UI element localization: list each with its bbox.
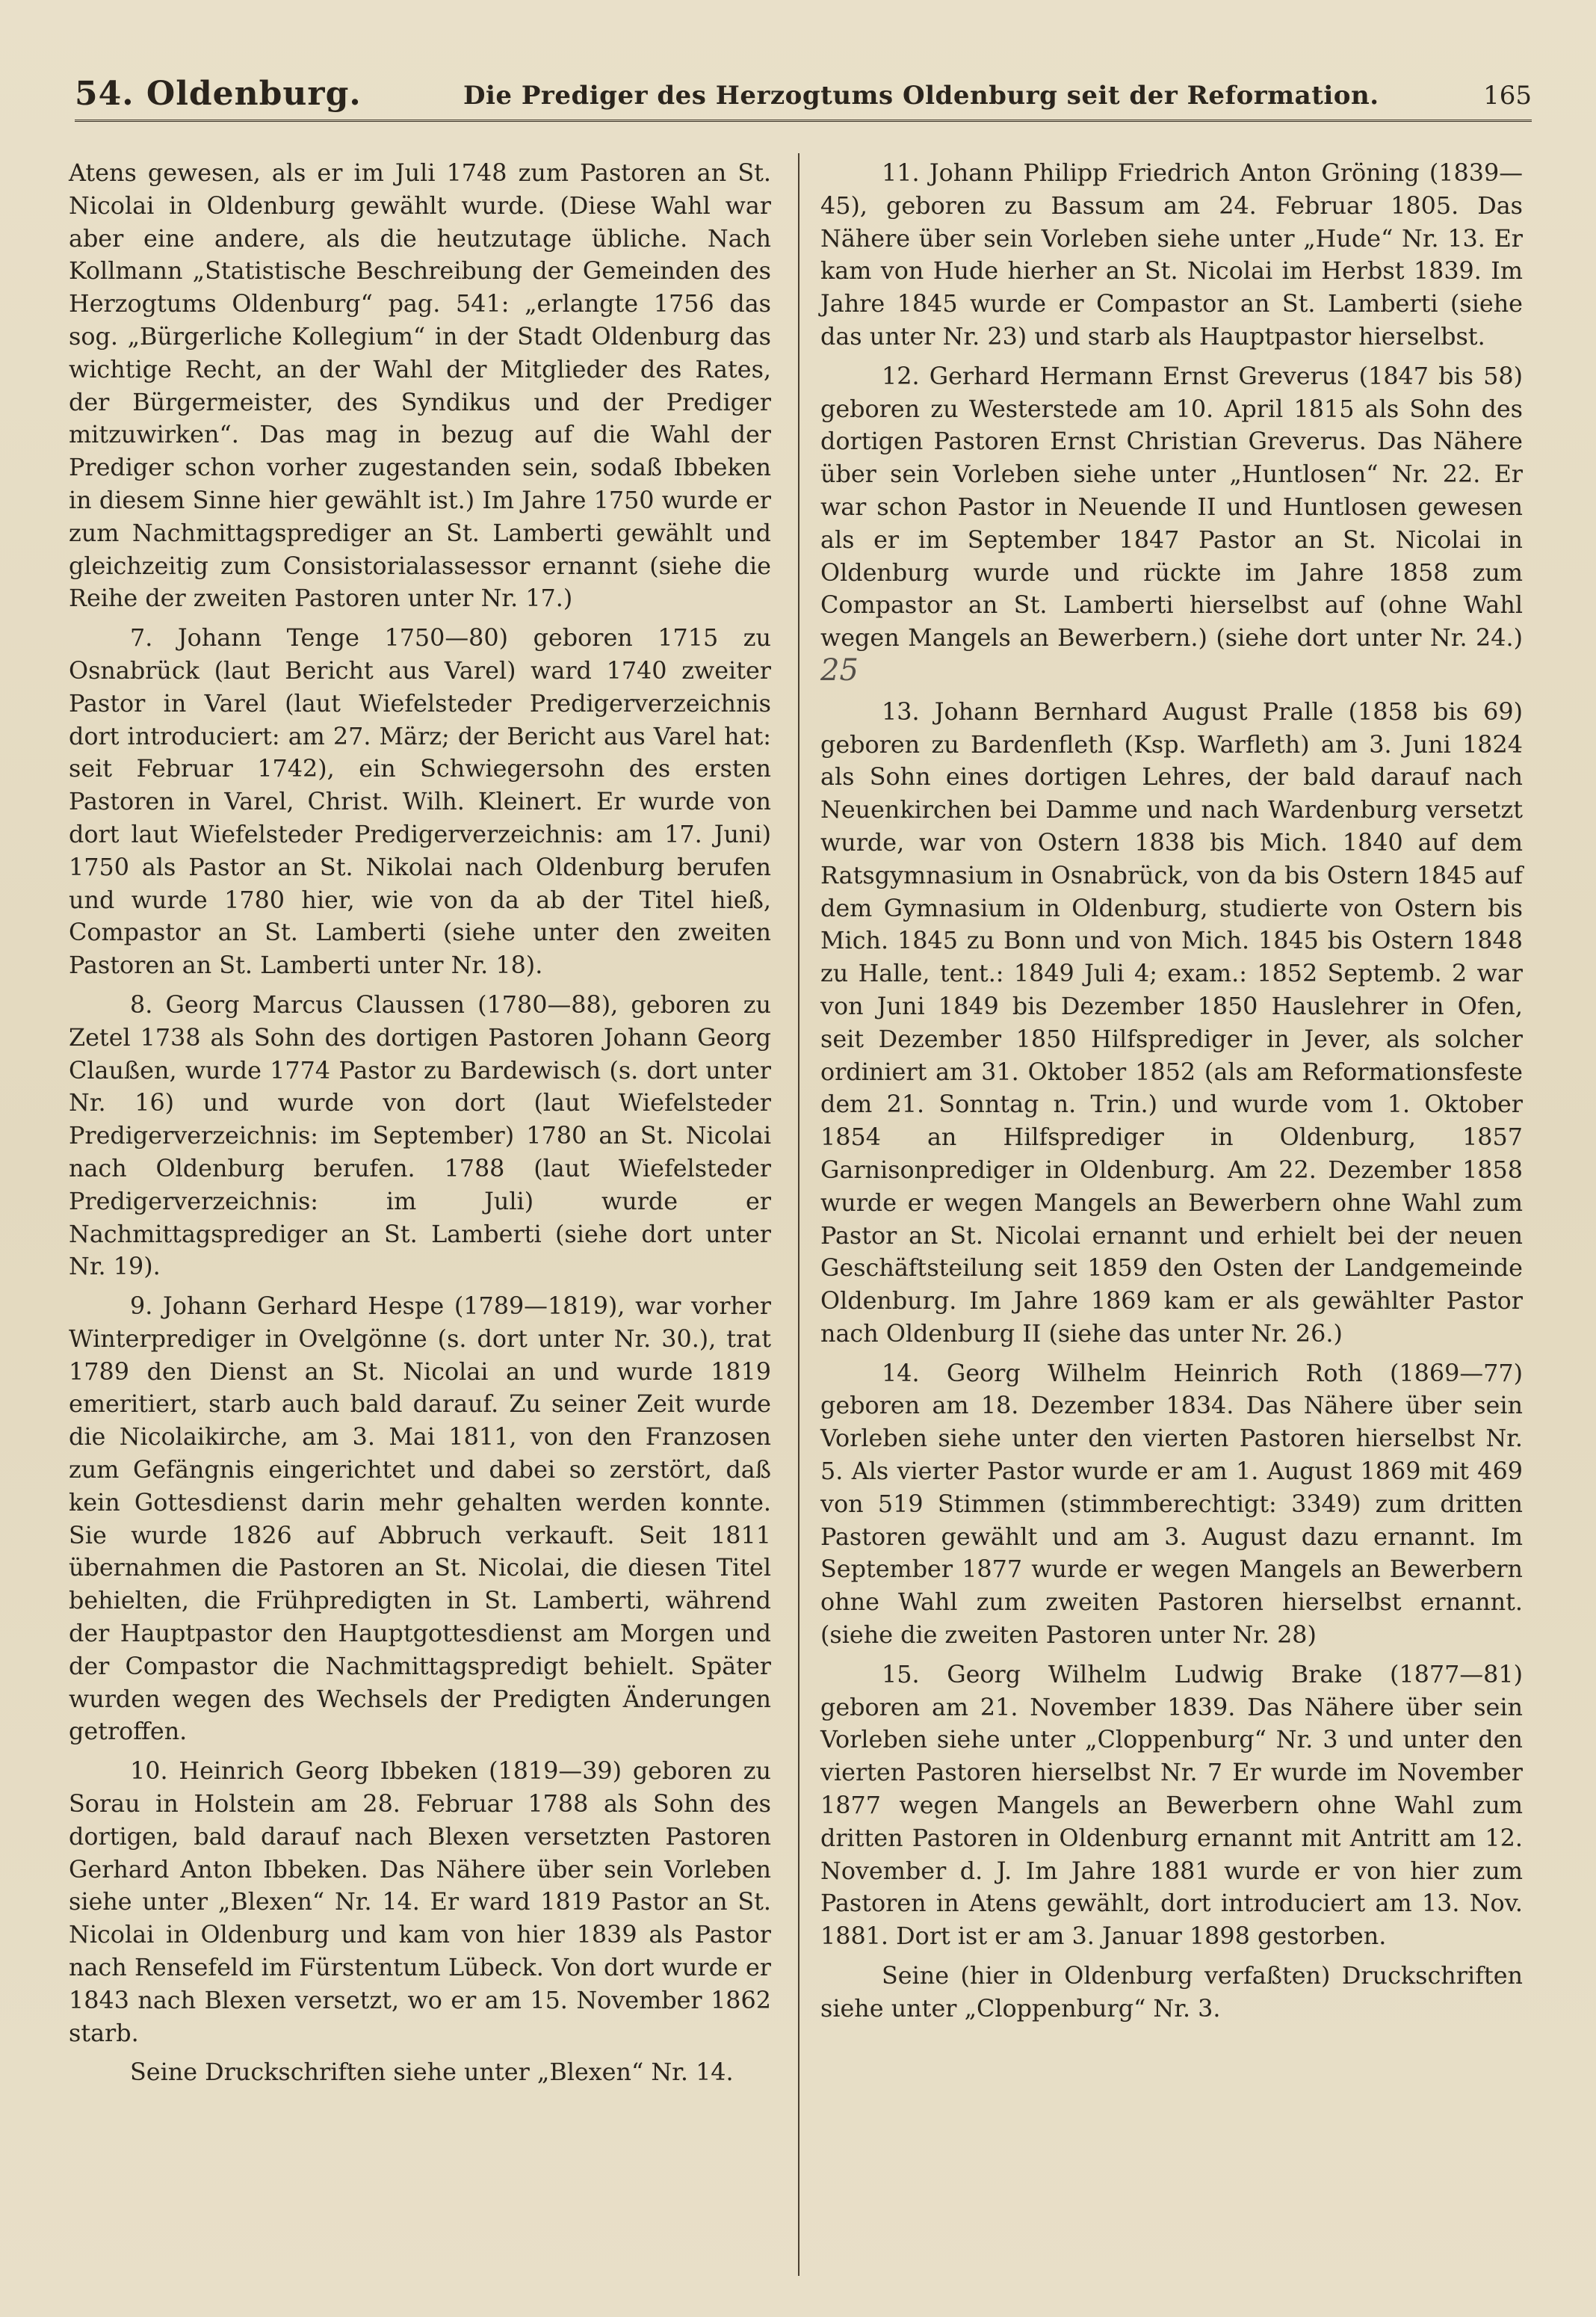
entry-11-groening: 11. Johann Philipp Friedrich Anton Gröning (1839—45), geboren zu Bassum am 24. Februar 1805. Das Nähere über sein Vorleben siehe unter „Hude“ Nr. 13. Er kam von Hude hierher an St. Nicolai im Herbst 1839. Im Jahre 1845 wurde er Compastor an St. Lamberti (siehe das unter Nr. 23) und starb als Hauptpastor hierselbst. [820,159,1523,351]
entry-13-pralle: 13. Johann Bernhard August Pralle (1858 bis 69) geboren zu Bardenfleth (Ksp. Warfleth) am 3. Juni 1824 als Sohn eines dortigen Lehres, der bald darauf nach Neuenkirchen bei Damme und nach Wardenburg versetzt wurde, war von Ostern 1838 bis Mich. 1840 auf dem Ratsgymnasium in Osnabrück, von da bis Ostern 1845 auf dem Gymnasium in Oldenburg, studierte von Ostern bis Mich. 1845 zu Bonn und von Mich. 1845 bis Ostern 1848 zu Halle, tent.: 1849 Juli 4; exam.: 1852 Septemb. 2 war von Juni 1849 bis Dezember 1850 Hauslehrer in Ofen, seit Dezember 1850 Hilfsprediger in Jever, als solcher ordiniert am 31. Oktober 1852 (als am Reformationsfeste dem 21. Sonntag n. Trin.) und wurde vom 1. Oktober 1854 an Hilfsprediger in Oldenburg, 1857 Garnisonprediger in Oldenburg. Am 22. Dezember 1858 wurde er wegen Mangels an Bewerbern ohne Wahl zum Pastor an St. Nicolai ernannt und erhielt bei der neuen Geschäftsteilung seit 1859 den Osten der Landgemeinde Oldenburg. Im Jahre 1869 kam er als gewählter Pastor nach Oldenburg II (siehe das unter Nr. 26.) [820,697,1523,1348]
entry-8-claussen: 8. Georg Marcus Claussen (1780—88), geboren zu Zetel 1738 als Sohn des dortigen Pastoren Johann Georg Claußen, wurde 1774 Pastor zu Bardewisch (s. dort unter Nr. 16) und wurde von dort (laut Wiefelsteder Predigerverzeichnis: im September) 1780 an St. Nicolai nach Oldenburg berufen. 1788 (laut Wiefelsteder Predigerverzeichnis: im Juli) wurde er Nachmittagsprediger an St. Lamberti (siehe dort unter Nr. 19). [69,990,771,1281]
ibbeken-publications: Seine Druckschriften siehe unter „Blexen“ Nr. 14. [130,2058,734,2087]
entry-12-greverus [820,360,1523,689]
entry-9-hespe: 9. Johann Gerhard Hespe (1789—1819), war vorher Winterprediger in Ovelgönne (s. dort unter Nr. 30.), trat 1789 den Dienst an St. Nicolai an und wurde 1819 emeritiert, starb auch bald darauf. Zu seiner Zeit wurde die Nicolaikirche, am 3. Mai 1811, von den Franzosen zum Gefängnis eingerichtet und dabei so zerstört, daß kein Gottesdienst darin mehr gehalten werden konnte. Sie wurde 1826 auf Abbruch verkauft. Seit 1811 übernahmen die Pastoren an St. Nicolai, die diesen Titel behielten, die Frühpredigten in St. Lamberti, während der Hauptpastor den Hauptgottesdienst am Morgen und der Compastor die Nachmittagspredigt behielt. Später wurden wegen des Wechsels der Predigten Änderungen getroffen. [69,1292,771,1746]
entry-7-tenge: 7. Johann Tenge 1750—80) geboren 1715 zu Osnabrück (laut Bericht aus Varel) ward 1740 zweiter Pastor in Varel (laut Wiefelsteder Predigerverzeichnis dort introduciert: am 27. März; der Bericht aus Varel hat: seit Februar 1742), ein Schwiegersohn des ersten Pastoren in Varel, Christ. Wilh. Kleinert. Er wurde von dort laut Wiefelsteder Predigerverzeichnis: am 17. Juni) 1750 als Pastor an St. Nikolai nach Oldenburg berufen und wurde 1780 hier, wie von da ab der Titel hieß, Compastor an St. Lamberti (siehe unter den zweiten Pastoren an St. Lamberti unter Nr. 18). [69,624,771,980]
column-divider [798,153,799,2276]
handwritten-annotation: 25 [820,652,859,688]
entry-14-roth: 14. Georg Wilhelm Heinrich Roth (1869—77) geboren am 18. Dezember 1834. Das Nähere über sein Vorleben siehe unter den vierten Pastoren hierselbst Nr. 5. Als vierter Pastor wurde er am 1. August 1869 mit 469 von 519 Stimmen (stimmberechtigt: 3349) zum dritten Pastoren gewählt und am 3. August dazu ernannt. Im September 1877 wurde er wegen Mangels an Bewerbern ohne Wahl zum zweiten Pastoren hierselbst ernannt. (siehe die zweiten Pastoren unter Nr. 28) [820,1359,1523,1650]
entry-15-brake: 15. Georg Wilhelm Ludwig Brake (1877—81) geboren am 21. November 1839. Das Nähere über sein Vorleben siehe unter „Cloppenburg“ Nr. 3 und unter den vierten Pastoren hierselbst Nr. 7 Er wurde im November 1877 wegen Mangels an Bewerbern ohne Wahl zum dritten Pastoren in Oldenburg ernannt mit Antritt am 12. November d. J. Im Jahre 1881 wurde er von hier zum Pastoren in Atens gewählt, dort introduciert am 13. Nov. 1881. Dort ist er am 3. Januar 1898 gestorben. [820,1660,1523,1951]
running-head-title: Die Prediger des Herzogtums Oldenburg seit der Reformation. [463,81,1379,111]
brake-publications: Seine (hier in Oldenburg verfaßten) Druckschriften siehe unter „Cloppenburg“ Nr. 3. [820,1962,1523,2023]
right-column [820,157,1523,2032]
left-column [69,157,771,2096]
running-head-left: 54. Oldenburg. [75,75,362,113]
entry-10-ibbeken: 10. Heinrich Georg Ibbeken (1819—39) geboren zu Sorau in Holstein am 28. Februar 1788 als Sohn des dortigen, bald darauf nach Blexen versetzten Pastoren Gerhard Anton Ibbeken. Das Nähere über sein Vorleben siehe unter „Blexen“ Nr. 14. Er ward 1819 Pastor an St. Nicolai in Oldenburg und kam von hier 1839 als Pastor nach Rensefeld im Fürstentum Lübeck. Von dort wurde er 1843 nach Blexen versetzt, wo er am 15. November 1862 starb. [69,1757,771,2047]
page-number: 165 [1483,81,1532,111]
paragraph-continuation: Atens gewesen, als er im Juli 1748 zum Pastoren an St. Nicolai in Oldenburg gewählt wurde. (Diese Wahl war aber eine andere, als die heutzutage übliche. Nach Kollmann „Statistische Beschreibung der Gemeinden des Herzogtums Oldenburg“ pag. 541: „erlangte 1756 das sog. „Bürgerliche Kollegium“ in der Stadt Oldenburg das wichtige Recht, an der Wahl der Mitglieder des Rates, der Bürgermeister, des Syndikus und der Prediger mitzuwirken“. Das mag in bezug auf die Wahl der Prediger schon vorher zugestanden sein, sodaß Ibbeken in diesem Sinne hier gewählt ist.) Im Jahre 1750 wurde er zum Nachmittagsprediger an St. Lamberti gewählt und gleichzeitig zum Consistorialassessor ernannt (siehe die Reihe der zweiten Pastoren unter Nr. 17.) [69,159,771,613]
entry-12-text: 12. Gerhard Hermann Ernst Greverus (1847 bis 58) geboren zu Westerstede am 10. April 1815 als Sohn des dortigen Pastoren Ernst Christian Greverus. Das Nähere über sein Vorleben siehe unter „Huntlosen“ Nr. 22. Er war schon Pastor in Neuende II und Huntlosen gewesen als er im September 1847 Pastor an St. Nicolai in Oldenburg wurde und rückte im Jahre 1858 zum Compastor an St. Lamberti hierselbst auf (ohne Wahl wegen Mangels an Bewerbern.) (siehe dort unter Nr. 24.) [820,362,1523,652]
page-header [75,75,1532,122]
